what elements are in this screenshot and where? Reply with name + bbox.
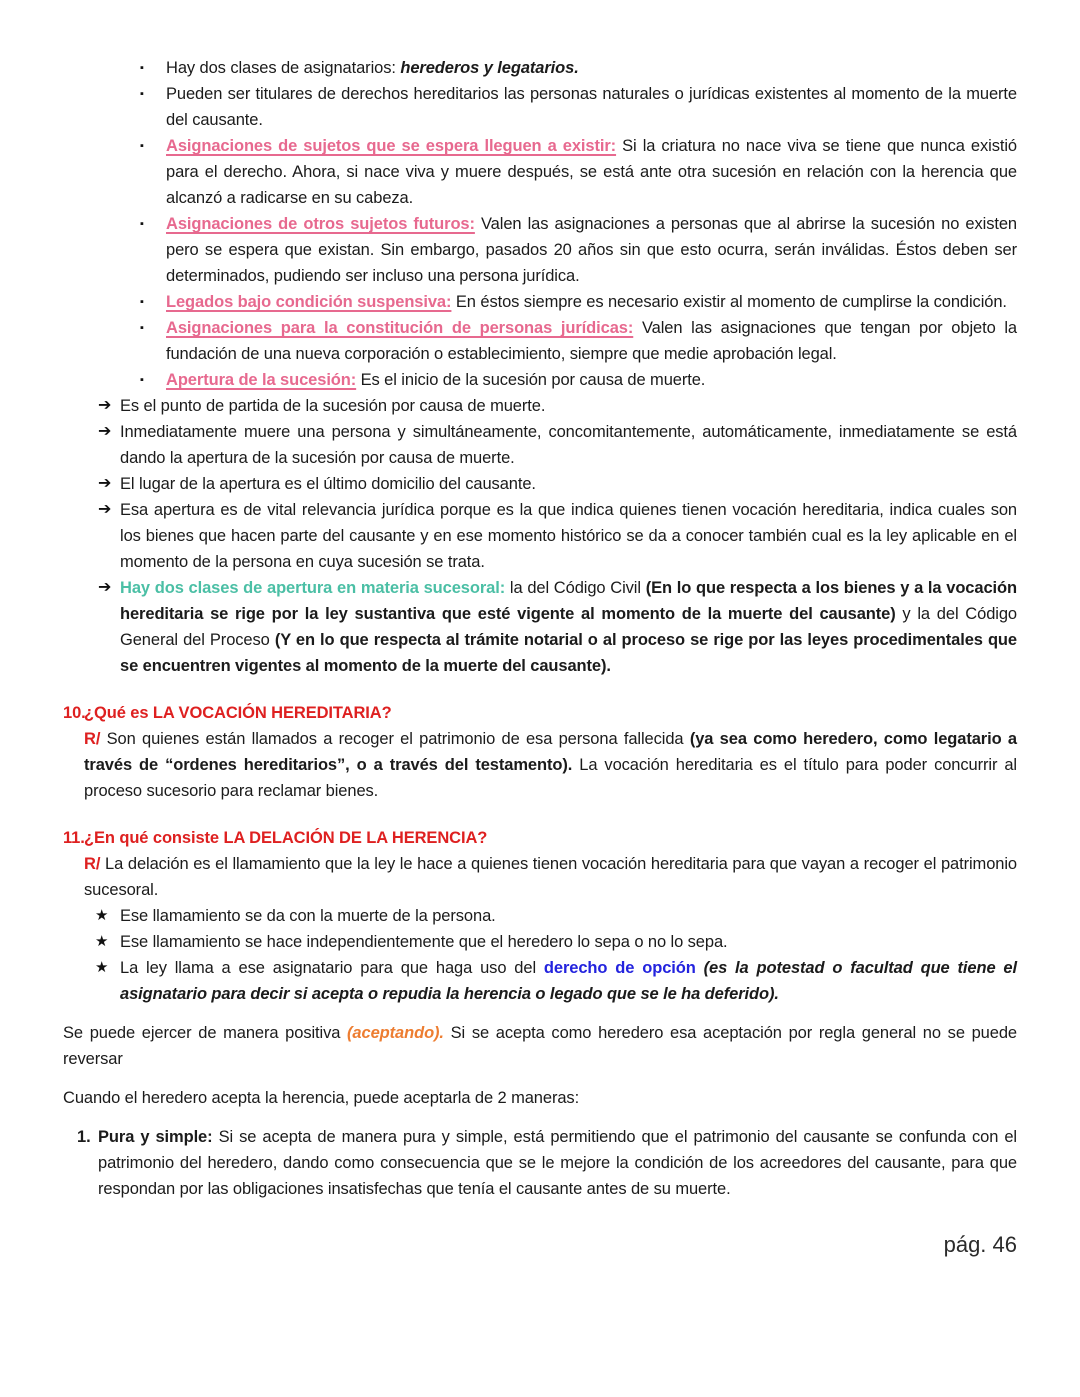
square-bullet-icon: ▪ <box>140 88 144 100</box>
text-run: Son quienes están llamados a recoger el patrimonio de esa persona fallecida <box>100 730 690 748</box>
bullet-item <box>140 55 1017 81</box>
star-icon: ★ <box>95 933 109 950</box>
square-bullet-icon: ▪ <box>140 296 144 308</box>
text-run-bold: (ya sea como heredero, como legatario a través de “ordenes hereditarios”, o a través del testamento). <box>84 730 1017 774</box>
arrow-icon: ➔ <box>98 501 112 518</box>
square-bullet-icon: ▪ <box>140 140 144 152</box>
text-run: y la del Código General del Proceso <box>120 605 1017 649</box>
arrow-item-text <box>120 471 1017 497</box>
page-number-footer: pág. 46 <box>943 1232 1017 1257</box>
bullet-item-text <box>166 55 1017 81</box>
text-run: Ese llamamiento se hace independientemente que el heredero lo sepa o no lo sepa. <box>120 933 728 951</box>
star-item <box>95 955 1017 1007</box>
arrow-icon: ➔ <box>98 579 112 596</box>
pink-heading-run: Apertura de la sucesión: <box>166 371 357 389</box>
arrow-item <box>98 471 1017 497</box>
arrow-item <box>98 419 1017 471</box>
text-run: La vocación hereditaria es el título para poder concurrir al proceso sucesorio para reclamar bienes. <box>84 756 1017 800</box>
pink-heading-run: Asignaciones de otros sujetos futuros: <box>166 215 475 233</box>
text-run-bold-italic: herederos y legatarios. <box>400 59 579 77</box>
paragraph <box>63 1020 1017 1072</box>
arrow-list <box>63 393 1017 679</box>
section-question-10 <box>63 700 1017 804</box>
numbered-item <box>77 1124 1017 1202</box>
question-number: 11. <box>63 829 85 847</box>
bullet-item <box>140 289 1017 315</box>
text-run-bold-italic: (es la potestad o facultad que tiene el asignatario para decir si acepta o repudia la herencia o legado que se le ha deferido). <box>120 959 1017 1003</box>
text-run: Inmediatamente muere una persona y simultáneamente, concomitantemente, automáticamente, inmediatamente se está dando la apertura de la sucesión por causa de muerte. <box>120 423 1017 467</box>
star-item-text <box>120 929 1017 955</box>
bullet-item-text <box>166 133 1017 211</box>
text-run: Se puede ejercer de manera positiva <box>63 1024 348 1042</box>
text-run-bold: Pura y simple: <box>98 1128 213 1146</box>
text-run-bold: (Y en lo que respecta al trámite notarial o al proceso se rige por las leyes procedimentales que se encuentren vigentes al momento de la muerte del causante). <box>120 631 1017 675</box>
text-run: Ese llamamiento se da con la muerte de la persona. <box>120 907 496 925</box>
orange-term-run: (aceptando). <box>347 1024 444 1042</box>
bullet-item <box>140 81 1017 133</box>
arrow-item-text <box>120 393 1017 419</box>
arrow-icon: ➔ <box>98 475 112 492</box>
text-run: la del Código Civil <box>505 579 646 597</box>
star-item <box>95 929 1017 955</box>
text-run: Cuando el heredero acepta la herencia, puede aceptarla de 2 maneras: <box>63 1089 580 1107</box>
square-bullet-list <box>63 55 1017 393</box>
text-run: Esa apertura es de vital relevancia jurídica porque es la que indica quienes tienen vocación hereditaria, indica cuales son los bienes que hacen parte del causante y en ese momento histórico se da a conocer también cual es la ley aplicable en el momento de la persona en cuya sucesión se trata. <box>120 501 1017 571</box>
answer-paragraph <box>84 726 1017 804</box>
section-question-11 <box>63 825 1017 1007</box>
bullet-item-text <box>166 289 1017 315</box>
text-run: Es el punto de partida de la sucesión por causa de muerte. <box>120 397 546 415</box>
bullet-item <box>140 211 1017 289</box>
question-number: 10. <box>63 704 86 722</box>
arrow-item <box>98 497 1017 575</box>
text-run: Si se acepta como heredero esa aceptación por regla general no se puede reversar <box>63 1024 1017 1068</box>
square-bullet-icon: ▪ <box>140 374 144 386</box>
square-bullet-icon: ▪ <box>140 322 144 334</box>
star-list <box>63 903 1017 1007</box>
question-title: ¿En qué consiste LA DELACIÓN DE LA HERENCIA? <box>84 829 488 847</box>
bullet-item-text <box>166 315 1017 367</box>
star-item-text <box>120 955 1017 1007</box>
pink-heading-run: Asignaciones para la constitución de personas jurídicas: <box>166 319 634 337</box>
arrow-item <box>98 393 1017 419</box>
pink-heading-run: Legados bajo condición suspensiva: <box>166 293 452 311</box>
text-run: Es el inicio de la sucesión por causa de muerte. <box>356 371 706 389</box>
pink-heading-run: Asignaciones de sujetos que se espera lleguen a existir: <box>166 137 617 155</box>
answer-prefix: R/ <box>84 730 101 748</box>
text-run: La ley llama a ese asignatario para que haga uso del <box>120 959 544 977</box>
text-run: Hay dos clases de asignatarios: <box>166 59 401 77</box>
bullet-item <box>140 367 1017 393</box>
bullet-item-text <box>166 211 1017 289</box>
text-run: En éstos siempre es necesario existir al momento de cumplirse la condición. <box>451 293 1007 311</box>
bullet-item-text <box>166 81 1017 133</box>
text-run: La delación es el llamamiento que la ley le hace a quienes tienen vocación hereditaria para que vayan a recoger el patrimonio sucesoral. <box>84 855 1017 899</box>
text-run: Si la criatura no nace viva se tiene que nunca existió para el derecho. Ahora, si nace viva y muere después, se está ante otra sucesión en relación con la herencia que alcanzó a radicarse en su cabeza. <box>166 137 1017 207</box>
text-run: Si se acepta de manera pura y simple, está permitiendo que el patrimonio del causante se confunda con el patrimonio del heredero, dando como consecuencia que se le mejore la condición de los acreedores del causante, para que respondan por las obligaciones insatisfechas que tenía el causante antes de su muerte. <box>98 1128 1017 1198</box>
text-run: El lugar de la apertura es el último domicilio del causante. <box>120 475 536 493</box>
bullet-item <box>140 315 1017 367</box>
teal-heading-run: Hay dos clases de apertura en materia sucesoral: <box>120 579 506 597</box>
text-run: Pueden ser titulares de derechos hereditarios las personas naturales o jurídicas existentes al momento de la muerte del causante. <box>166 85 1017 129</box>
bullet-item-text <box>166 367 1017 393</box>
blue-term-run: derecho de opción <box>543 959 696 977</box>
text-run: Valen las asignaciones que tengan por objeto la fundación de una nueva corporación o establecimiento, siempre que medie aprobación legal. <box>166 319 1018 363</box>
arrow-icon: ➔ <box>98 397 112 414</box>
star-icon: ★ <box>95 959 109 976</box>
answer-paragraph <box>84 851 1017 903</box>
paragraph <box>63 1085 1017 1111</box>
arrow-item-text <box>120 575 1017 679</box>
arrow-item-text <box>120 497 1017 575</box>
question-title: ¿Qué es LA VOCACIÓN HEREDITARIA? <box>84 704 392 722</box>
bullet-item <box>140 133 1017 211</box>
arrow-icon: ➔ <box>98 423 112 440</box>
text-run-bold: (En lo que respecta a los bienes y a la vocación hereditaria se rige por la ley sustantiva que esté vigente al momento de la muerte del causante) <box>120 579 1017 623</box>
arrow-item <box>98 575 1017 679</box>
question-10-heading <box>63 700 1017 726</box>
star-icon: ★ <box>95 907 109 924</box>
text-run: Valen las asignaciones a personas que al abrirse la sucesión no existen pero se espera que existan. Sin embargo, pasados 20 años sin que esto ocurra, serán inválidas. Éstos deben ser determinados, pudiendo ser incluso una persona jurídica. <box>166 215 1017 285</box>
answer-prefix: R/ <box>84 855 101 873</box>
square-bullet-icon: ▪ <box>140 62 144 74</box>
question-11-heading <box>63 825 1017 851</box>
square-bullet-icon: ▪ <box>140 218 144 230</box>
arrow-item-text <box>120 419 1017 471</box>
item-number: 1. <box>77 1128 91 1146</box>
numbered-item-text <box>98 1124 1017 1202</box>
star-item-text <box>120 903 1017 929</box>
numbered-list <box>63 1124 1017 1202</box>
star-item <box>95 903 1017 929</box>
